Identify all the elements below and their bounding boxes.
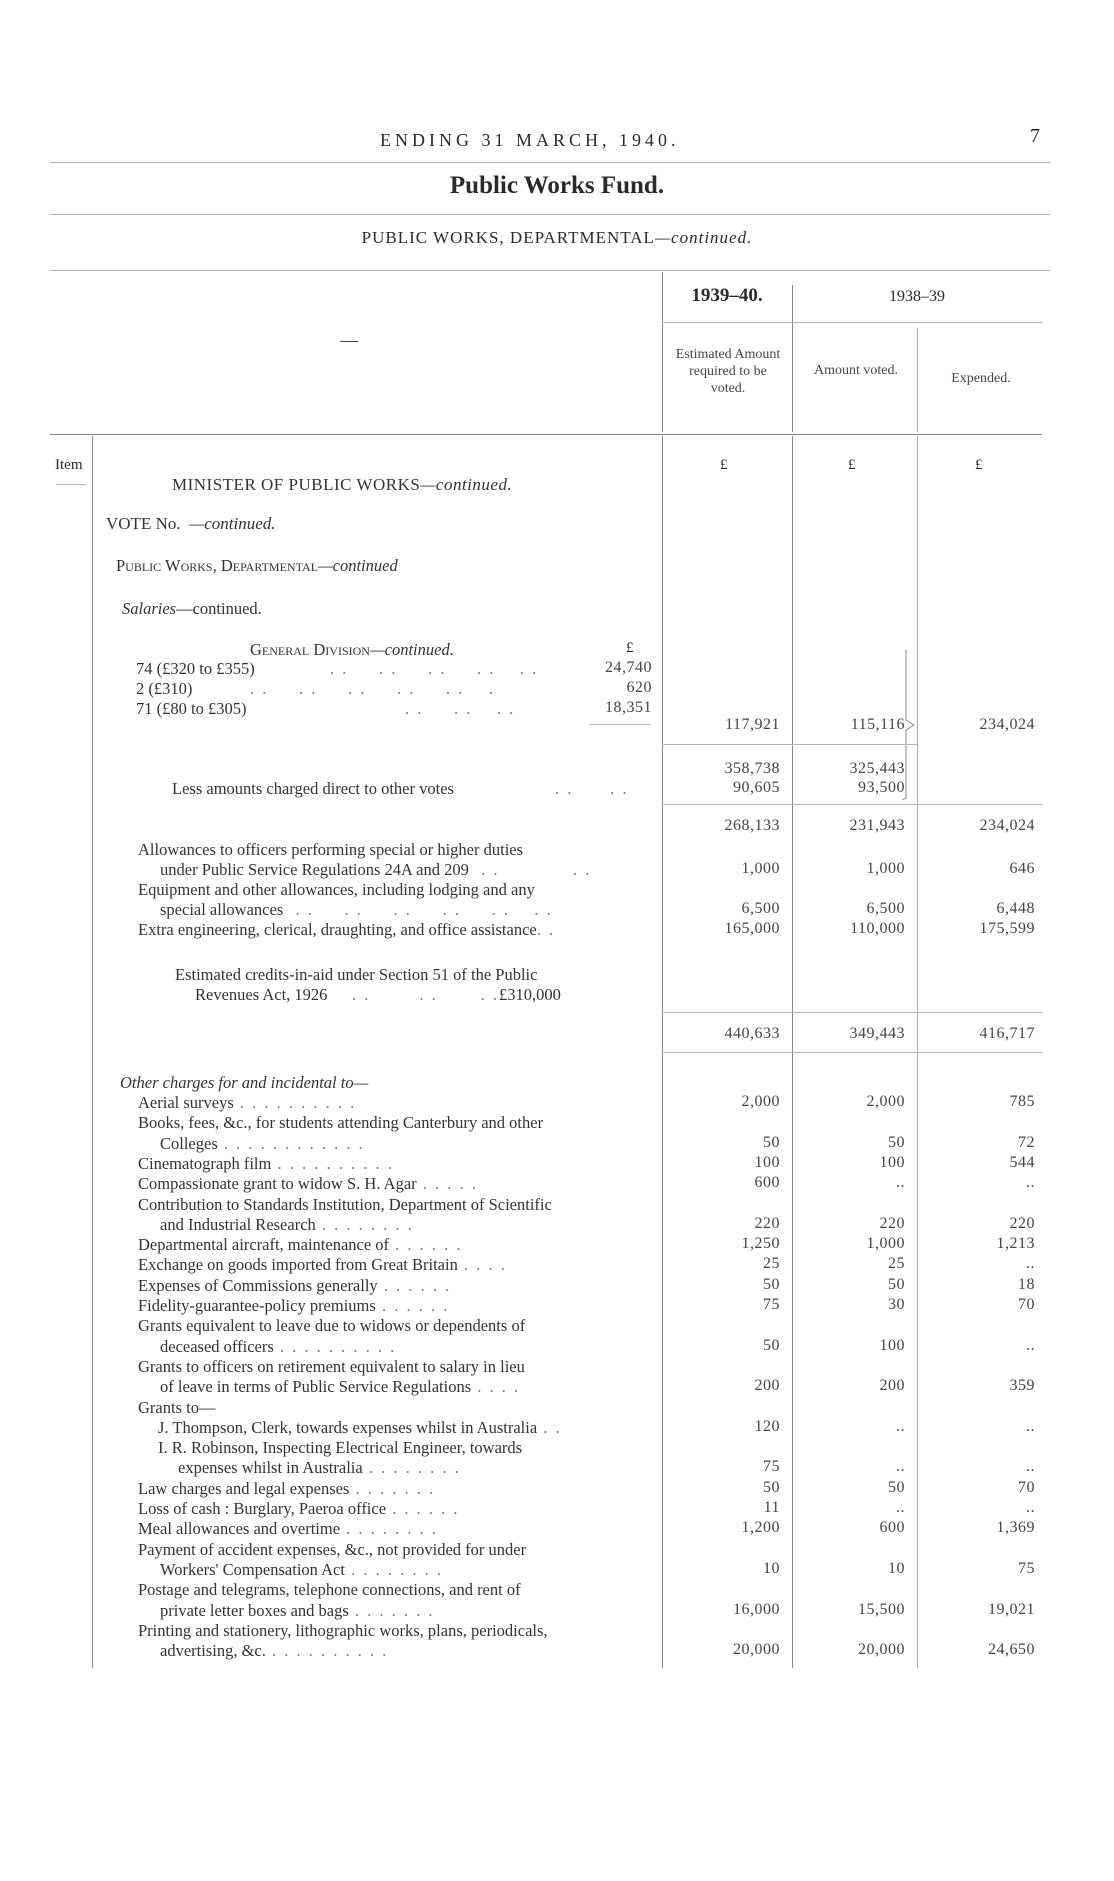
other-charge-estimated: 1,250 <box>741 1235 780 1253</box>
year-previous: 1938–39 <box>889 288 945 305</box>
other-charge-text: Compassionate grant to widow S. H. Agar . . . . . <box>138 1174 478 1194</box>
dot-leader: . . . . . . <box>389 1235 463 1255</box>
credits-line-1 <box>175 965 537 985</box>
other-charge-expended: 75 <box>1018 1559 1035 1577</box>
other-charge-estimated: 1,200 <box>741 1519 780 1537</box>
less-amounts-row <box>172 779 454 799</box>
rule-top <box>50 162 1050 163</box>
dot-leader: . . <box>537 1417 562 1437</box>
dept-text: Public Works, Departmental <box>116 556 318 575</box>
other-charge-voted: 200 <box>879 1377 905 1395</box>
allowance-1-line-1 <box>138 840 523 860</box>
dot-leader: . . . . . . . . . . . . <box>217 1133 365 1153</box>
col-sep-3-head <box>917 328 918 432</box>
salaries-total-voted: 115,116 <box>850 716 905 733</box>
other-charge-expended: .. <box>1026 1458 1035 1476</box>
rule-subtotal-top <box>662 1012 1042 1013</box>
gd-line-3 <box>136 699 246 719</box>
other-charge-text: deceased officers . . . . . . . . . . <box>160 1336 397 1356</box>
other-charge-expended: .. <box>1026 1174 1035 1192</box>
brace-mark <box>902 650 922 800</box>
dept-heading <box>116 556 398 576</box>
other-charge-estimated: 100 <box>754 1153 780 1171</box>
other-charge-expended: 70 <box>1018 1478 1035 1496</box>
dot-leader: . . . . . . . . . . . <box>250 679 495 698</box>
gd-line-2 <box>136 679 192 699</box>
gross-voted: 325,443 <box>849 760 905 777</box>
other-charge-text: Grants equivalent to leave due to widows or dependents of <box>138 1316 526 1336</box>
dot-leader: . . . . . . . . <box>344 1559 443 1579</box>
other-charge-text: Grants to— <box>138 1397 216 1417</box>
net-exp: 234,024 <box>979 817 1035 834</box>
allowance-1-exp: 646 <box>1009 860 1035 877</box>
gd-text: General Division <box>250 640 370 659</box>
other-charge-estimated: 75 <box>763 1296 780 1313</box>
other-charge-expended: 24,650 <box>988 1641 1035 1659</box>
other-charge-text: Exchange on goods imported from Great Britain . . . . <box>138 1255 507 1275</box>
other-charge-expended: 220 <box>1009 1214 1035 1232</box>
credits-text: Estimated credits-in-aid under Section 51 of the Public <box>175 965 538 984</box>
other-charge-estimated: 2,000 <box>741 1093 780 1110</box>
credits-line-2: Revenues Act, 1926 . . . . . .£310,000 <box>195 985 561 1004</box>
section-heading <box>0 228 1114 248</box>
item-col-sep <box>92 436 93 1668</box>
net-voted: 231,943 <box>849 817 905 834</box>
allowance-2-line-1 <box>138 880 535 900</box>
other-charge-voted: 50 <box>888 1133 905 1151</box>
other-charge-voted: 25 <box>888 1255 905 1273</box>
other-charge-estimated: 50 <box>763 1478 780 1496</box>
other-charge-estimated: 120 <box>754 1417 780 1435</box>
dot-leader: . . . . . . . <box>349 1478 436 1498</box>
other-charge-expended: 1,369 <box>996 1519 1035 1537</box>
other-charge-text: Aerial surveys . . . . . . . . . . <box>138 1093 357 1112</box>
minister-heading <box>172 475 512 495</box>
other-charge-estimated: 75 <box>763 1458 780 1476</box>
gd-label: 2 (£310) <box>136 679 193 698</box>
gd-amount-1: 24,740 <box>605 659 652 676</box>
less-voted: 93,500 <box>858 779 905 796</box>
year-current: 1939–40. <box>691 285 763 306</box>
allowance-3-voted: 110,000 <box>850 920 905 937</box>
salaries-total-exp: 234,024 <box>979 716 1035 733</box>
other-charge-voted: 50 <box>888 1275 905 1293</box>
allowance-2-voted: 6,500 <box>866 900 905 917</box>
dot-leader: . . . . . . . . . . <box>265 1641 389 1661</box>
dot-leader: . . . . . . . . . . <box>233 1093 357 1112</box>
other-charge-estimated: 16,000 <box>733 1600 780 1618</box>
minister-cont: —continued. <box>420 475 513 494</box>
running-title: ENDING 31 MARCH, 1940. <box>380 130 680 150</box>
dot-leader: . . . . . . . . . . <box>330 659 539 678</box>
other-charge-text: Expenses of Commissions generally . . . . . . <box>138 1275 452 1295</box>
allowance-3-est: 165,000 <box>724 920 780 937</box>
other-charge-text: Printing and stationery, lithographic works, plans, periodicals, <box>138 1620 548 1640</box>
other-charge-estimated: 220 <box>754 1214 780 1232</box>
other-charge-text: Departmental aircraft, maintenance of . . . . . . <box>138 1235 463 1255</box>
other-charge-expended: 70 <box>1018 1296 1035 1313</box>
other-charge-text: of leave in terms of Public Service Regulations . . . . <box>160 1377 521 1397</box>
currency-exp: £ <box>975 457 983 473</box>
allowance-3-line-1: Extra engineering, clerical, draughting, and office assistance. . <box>138 920 556 939</box>
credits-text: Revenues Act, 1926 <box>195 985 328 1004</box>
other-charge-text: I. R. Robinson, Inspecting Electrical Engineer, towards <box>158 1438 523 1458</box>
credits-amount: £310,000 <box>498 985 561 1004</box>
allowance-1-voted: 1,000 <box>866 860 905 877</box>
allowance-1-est: 1,000 <box>741 860 780 877</box>
allowance-2-exp: 6,448 <box>996 900 1035 917</box>
other-charge-text: Colleges . . . . . . . . . . . . <box>160 1133 365 1153</box>
col-sep-2-head <box>792 285 793 432</box>
other-charge-text: advertising, &c. . . . . . . . . . . <box>160 1641 389 1661</box>
other-charge-text: Grants to officers on retirement equivalent to salary in lieu <box>138 1356 525 1376</box>
other-charge-estimated: 600 <box>754 1174 780 1192</box>
rule-subtotal-bottom <box>662 1052 1042 1053</box>
dot-leader: . . . . . . . . <box>362 1458 461 1478</box>
allowance-text: Allowances to officers performing special or higher duties <box>138 840 524 859</box>
other-charge-text: and Industrial Research . . . . . . . . <box>160 1214 414 1234</box>
other-charge-expended: 19,021 <box>988 1600 1035 1618</box>
col-estimated-head: Estimated Amount required to be voted. <box>675 347 781 396</box>
gd-label: 74 (£320 to £355) <box>136 659 255 678</box>
rule-header-bottom <box>50 434 1042 435</box>
header-dash: — <box>340 330 358 350</box>
dot-leader: . . . . . . . . . . <box>273 1336 397 1356</box>
other-charge-expended: 72 <box>1018 1133 1035 1151</box>
gd-cont: —continued. <box>369 640 454 659</box>
less-amounts-label: Less amounts charged direct to other votes <box>172 779 454 798</box>
currency-est: £ <box>720 457 728 473</box>
other-charge-estimated: 50 <box>763 1336 780 1354</box>
other-charge-voted: 100 <box>879 1336 905 1354</box>
gross-est: 358,738 <box>724 760 780 777</box>
allowance-3-exp: 175,599 <box>979 920 1035 937</box>
section-main: PUBLIC WORKS, DEPARTMENTAL <box>361 228 655 247</box>
dot-leader: . . . . . <box>416 1174 478 1194</box>
other-charge-voted: 600 <box>879 1519 905 1537</box>
rule-net <box>662 804 1042 805</box>
other-charge-voted: 2,000 <box>866 1093 905 1110</box>
dot-leader: . . . . . . <box>405 699 516 718</box>
other-charge-expended: 544 <box>1009 1153 1035 1171</box>
gd-amount-3: 18,351 <box>605 699 652 716</box>
vote-text: VOTE No. <box>106 514 181 533</box>
allowance-text: Equipment and other allowances, including lodging and any <box>138 880 535 899</box>
other-charge-voted: .. <box>896 1174 905 1192</box>
other-charge-estimated: 10 <box>763 1559 780 1577</box>
other-charge-text: expenses whilst in Australia . . . . . . . . <box>178 1458 461 1478</box>
general-division-heading <box>250 640 454 660</box>
section-cont: —continued. <box>654 228 753 247</box>
dot-leader: . . . . . . . . . . <box>271 1153 394 1173</box>
other-charge-voted: 50 <box>888 1478 905 1496</box>
allowance-text: special allowances <box>160 900 284 919</box>
dot-leader: . . . . <box>457 1255 507 1275</box>
dot-leader: . . . . . . . . <box>340 1519 439 1539</box>
other-charge-text: Loss of cash : Burglary, Paeroa office . . . . . . <box>138 1499 460 1518</box>
other-charge-expended: 785 <box>1009 1093 1035 1110</box>
salaries-text: Salaries <box>122 599 177 618</box>
other-charge-text: Workers' Compensation Act . . . . . . . . <box>160 1559 443 1579</box>
page-number: 7 <box>1030 125 1040 147</box>
col-voted-head: Amount voted. <box>814 363 898 378</box>
gd-line-1 <box>136 659 255 679</box>
other-charge-text: Fidelity-guarantee-policy premiums . . . . . . <box>138 1296 450 1315</box>
dot-leader: . . . . . . <box>377 1275 452 1295</box>
less-est: 90,605 <box>733 779 780 796</box>
other-charge-voted: 1,000 <box>866 1235 905 1253</box>
rule-gross <box>662 744 917 745</box>
other-charge-expended: 1,213 <box>996 1235 1035 1253</box>
vote-heading <box>106 514 276 534</box>
item-underline <box>56 484 86 485</box>
other-charge-text: Contribution to Standards Institution, Department of Scientific <box>138 1194 552 1214</box>
other-charge-text: Law charges and legal expenses . . . . . . . <box>138 1478 436 1498</box>
minister-text: MINISTER OF PUBLIC WORKS <box>172 475 421 494</box>
gd-label: 71 (£80 to £305) <box>136 699 247 718</box>
other-charge-text: Meal allowances and overtime . . . . . . . . <box>138 1519 439 1539</box>
other-charge-estimated: 50 <box>763 1133 780 1151</box>
allowance-2-est: 6,500 <box>741 900 780 917</box>
other-charge-expended: .. <box>1026 1499 1035 1516</box>
rule-title <box>50 214 1050 215</box>
other-charge-estimated: 50 <box>763 1275 780 1293</box>
other-charge-estimated: 200 <box>754 1377 780 1395</box>
other-charge-estimated: 20,000 <box>733 1641 780 1659</box>
vote-cont: —continued. <box>189 514 276 533</box>
other-charge-expended: .. <box>1026 1255 1035 1273</box>
gd-amount-2: 620 <box>626 679 652 696</box>
salaries-total-est: 117,921 <box>725 716 780 733</box>
allowance-text: under Public Service Regulations 24A and 209 <box>160 860 469 879</box>
subtotal-est: 440,633 <box>724 1025 780 1042</box>
dot-leader: . . . . . . . . <box>315 1214 414 1234</box>
subtotal-voted: 349,443 <box>849 1025 905 1042</box>
dot-leader: . . . . <box>471 1377 521 1397</box>
col-expended-head: Expended. <box>951 371 1011 386</box>
other-charge-voted: .. <box>896 1417 905 1435</box>
other-charge-voted: .. <box>896 1499 905 1516</box>
rule-years <box>662 322 1042 323</box>
other-charge-voted: 100 <box>879 1153 905 1171</box>
allowance-text: Extra engineering, clerical, draughting, and office assistance <box>138 920 537 939</box>
dot-leader: . . . . . . <box>375 1296 450 1315</box>
other-charge-text: Postage and telegrams, telephone connections, and rent of <box>138 1580 521 1600</box>
other-charge-expended: 359 <box>1009 1377 1035 1395</box>
salaries-cont: —continued. <box>176 599 262 618</box>
other-charge-voted: 15,500 <box>858 1600 905 1618</box>
fund-title: Public Works Fund. <box>449 172 665 199</box>
other-charge-text: Cinematograph film . . . . . . . . . . <box>138 1153 394 1173</box>
other-charge-estimated: 11 <box>763 1499 780 1516</box>
net-est: 268,133 <box>724 817 780 834</box>
other-charge-text: Books, fees, &c., for students attending Canterbury and other <box>138 1113 544 1133</box>
other-charge-text: private letter boxes and bags . . . . . . . <box>160 1600 435 1620</box>
currency-voted: £ <box>848 457 856 473</box>
subtotal-exp: 416,717 <box>979 1025 1035 1042</box>
other-charges-heading: Other charges for and incidental to— <box>120 1073 369 1092</box>
allowance-2-line-2: special allowances . . . . . . . . . . . . <box>160 900 553 919</box>
other-charge-voted: 220 <box>879 1214 905 1232</box>
other-charge-voted: 20,000 <box>858 1641 905 1659</box>
dept-cont: —continued <box>317 556 398 575</box>
other-charge-expended: .. <box>1026 1336 1035 1354</box>
other-charge-voted: 10 <box>888 1559 905 1577</box>
sub-currency: £ <box>626 640 634 656</box>
dot-leader: . . . . <box>555 779 629 798</box>
salaries-heading <box>122 599 262 619</box>
other-charge-voted: 30 <box>888 1296 905 1313</box>
other-charge-estimated: 25 <box>763 1255 780 1273</box>
other-charge-expended: 18 <box>1018 1275 1035 1293</box>
other-charge-voted: .. <box>896 1458 905 1476</box>
gd-underline <box>590 724 650 725</box>
rule-section <box>50 270 1050 271</box>
other-charge-text: Payment of accident expenses, &c., not provided for under <box>138 1539 527 1559</box>
allowance-1-line-2: under Public Service Regulations 24A and 209 . . . . <box>160 860 592 879</box>
dot-leader: . . . . . . . <box>348 1600 435 1620</box>
other-charge-expended: .. <box>1026 1417 1035 1435</box>
item-label: Item <box>55 457 83 473</box>
dot-leader: . . . . . . <box>386 1499 460 1518</box>
other-charge-text: J. Thompson, Clerk, towards expenses whilst in Australia . . <box>158 1417 562 1437</box>
